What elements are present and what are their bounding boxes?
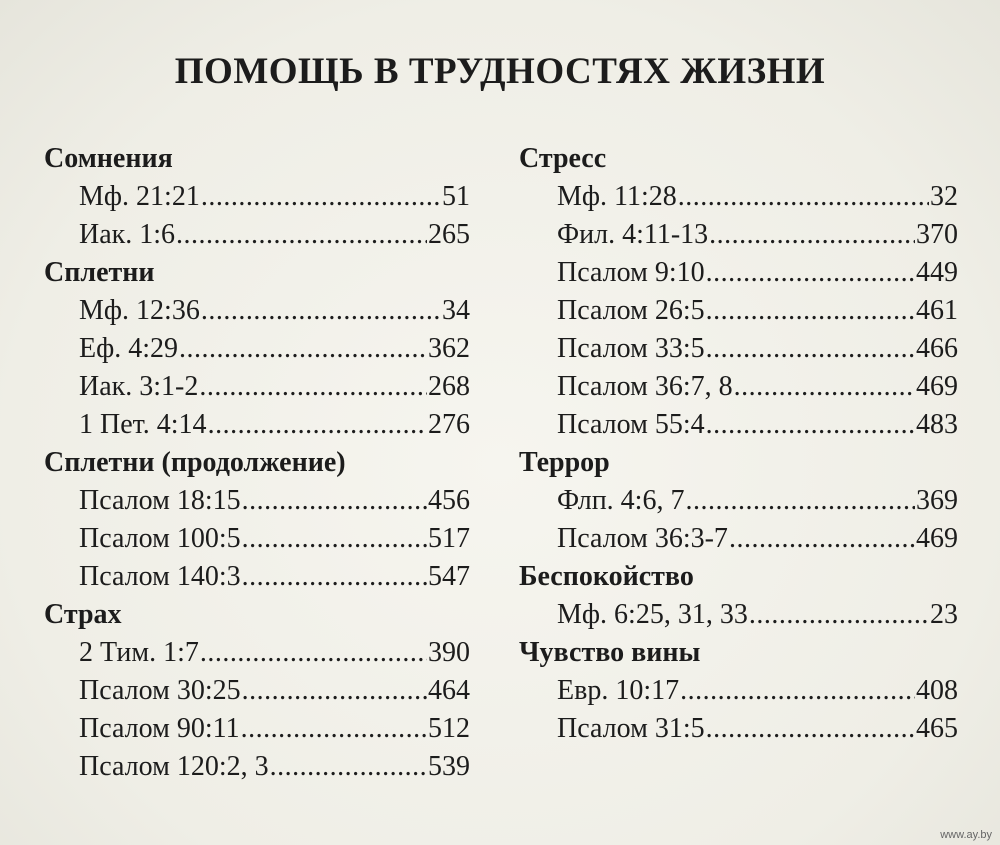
index-entry: [557, 368, 958, 406]
index-entry: [557, 330, 958, 368]
section-heading: Сплетни (продолжение): [44, 447, 346, 478]
index-entry: [79, 178, 470, 216]
section-heading: Сомнения: [44, 143, 173, 174]
scripture-reference: Псалом 100:5: [79, 523, 241, 554]
scripture-reference: Мф. 6:25, 31, 33: [557, 599, 748, 630]
index-entry: [79, 482, 470, 520]
page-number: 483: [916, 409, 958, 440]
scripture-reference: Псалом 36:7, 8: [557, 371, 733, 402]
section-heading: Чувство вины: [519, 637, 701, 668]
page-number: 512: [428, 713, 470, 744]
section-heading: Беспокойство: [519, 561, 694, 592]
dot-leader: [201, 292, 441, 330]
index-entry: [557, 216, 958, 254]
page-number: 517: [428, 523, 470, 554]
index-entry: [557, 406, 958, 444]
dot-leader: [179, 330, 427, 368]
page-number: 469: [916, 371, 958, 402]
scripture-reference: Мф. 11:28: [557, 181, 677, 212]
page-number: 268: [428, 371, 470, 402]
page-title: ПОМОЩЬ В ТРУДНОСТЯХ ЖИЗНИ: [174, 51, 826, 92]
section-heading: Страх: [44, 599, 122, 630]
page-number: 32: [930, 181, 958, 212]
left-index-column: [44, 140, 470, 786]
dot-leader: [734, 368, 915, 406]
index-entry: [557, 482, 958, 520]
index-entry: [557, 520, 958, 558]
dot-leader: [706, 254, 915, 292]
page-number: 369: [916, 485, 958, 516]
dot-leader: [706, 292, 915, 330]
page-number: 539: [428, 751, 470, 782]
index-entry: [79, 672, 470, 710]
index-entry: [79, 710, 470, 748]
section-heading: Сплетни: [44, 257, 155, 288]
dot-leader: [242, 482, 427, 520]
dot-leader: [270, 748, 427, 786]
scripture-reference: Мф. 21:21: [79, 181, 200, 212]
dot-leader: [200, 634, 427, 672]
dot-leader: [208, 406, 427, 444]
dot-leader: [706, 710, 915, 748]
section-heading: Стресс: [519, 143, 607, 174]
dot-leader: [706, 406, 915, 444]
dot-leader: [706, 330, 915, 368]
index-entry: [557, 710, 958, 748]
page-number: 276: [428, 409, 470, 440]
index-entry: [79, 330, 470, 368]
page-number: 265: [428, 219, 470, 250]
index-entry: [79, 558, 470, 596]
scripture-reference: Флп. 4:6, 7: [557, 485, 685, 516]
scripture-reference: 1 Пет. 4:14: [79, 409, 207, 440]
site-watermark: www.ay.by: [940, 829, 992, 841]
index-entry: [79, 292, 470, 330]
dot-leader: [242, 558, 427, 596]
page-number: 547: [428, 561, 470, 592]
scripture-reference: Псалом 18:15: [79, 485, 241, 516]
dot-leader: [176, 216, 427, 254]
dot-leader: [749, 596, 929, 634]
index-entry: [557, 254, 958, 292]
dot-leader: [729, 520, 915, 558]
dot-leader: [241, 710, 427, 748]
index-entry: [557, 292, 958, 330]
page-number: 465: [916, 713, 958, 744]
dot-leader: [685, 482, 915, 520]
dot-leader: [678, 178, 929, 216]
index-entry: [557, 596, 958, 634]
page-number: 466: [916, 333, 958, 364]
scripture-reference: Псалом 30:25: [79, 675, 241, 706]
page-number: 390: [428, 637, 470, 668]
scripture-reference: Псалом 31:5: [557, 713, 705, 744]
page-number: 449: [916, 257, 958, 288]
dot-leader: [242, 520, 427, 558]
scripture-reference: Еф. 4:29: [79, 333, 179, 364]
page-number: 34: [442, 295, 470, 326]
index-entry: [79, 520, 470, 558]
scripture-reference: Фил. 4:11-13: [557, 219, 709, 250]
page-number: 370: [916, 219, 958, 250]
scripture-reference: Псалом 120:2, 3: [79, 751, 269, 782]
scripture-reference: Евр. 10:17: [557, 675, 680, 706]
page-number: 51: [442, 181, 470, 212]
scripture-reference: Псалом 140:3: [79, 561, 241, 592]
index-entry: [79, 406, 470, 444]
page-number: 362: [428, 333, 470, 364]
index-entry: [557, 672, 958, 710]
page-number: 461: [916, 295, 958, 326]
dot-leader: [199, 368, 427, 406]
dot-leader: [680, 672, 915, 710]
scripture-reference: Псалом 33:5: [557, 333, 705, 364]
page-number: 456: [428, 485, 470, 516]
page-number: 23: [930, 599, 958, 630]
scripture-reference: 2 Тим. 1:7: [79, 637, 199, 668]
scripture-reference: Псалом 36:3-7: [557, 523, 728, 554]
scripture-reference: Мф. 12:36: [79, 295, 200, 326]
scripture-reference: Иак. 1:6: [79, 219, 176, 250]
scripture-reference: Псалом 26:5: [557, 295, 705, 326]
scripture-reference: Псалом 9:10: [557, 257, 705, 288]
scripture-reference: Псалом 90:11: [79, 713, 240, 744]
right-index-column: [519, 140, 958, 748]
dot-leader: [242, 672, 427, 710]
scripture-reference: Псалом 55:4: [557, 409, 705, 440]
index-entry: [79, 216, 470, 254]
scripture-reference: Иак. 3:1-2: [79, 371, 199, 402]
page-number: 469: [916, 523, 958, 554]
dot-leader: [201, 178, 441, 216]
index-entry: [79, 634, 470, 672]
page-number: 464: [428, 675, 470, 706]
index-entry: [79, 368, 470, 406]
page-number: 408: [916, 675, 958, 706]
section-heading: Террор: [519, 447, 610, 478]
index-entry: [557, 178, 958, 216]
dot-leader: [709, 216, 915, 254]
index-entry: [79, 748, 470, 786]
